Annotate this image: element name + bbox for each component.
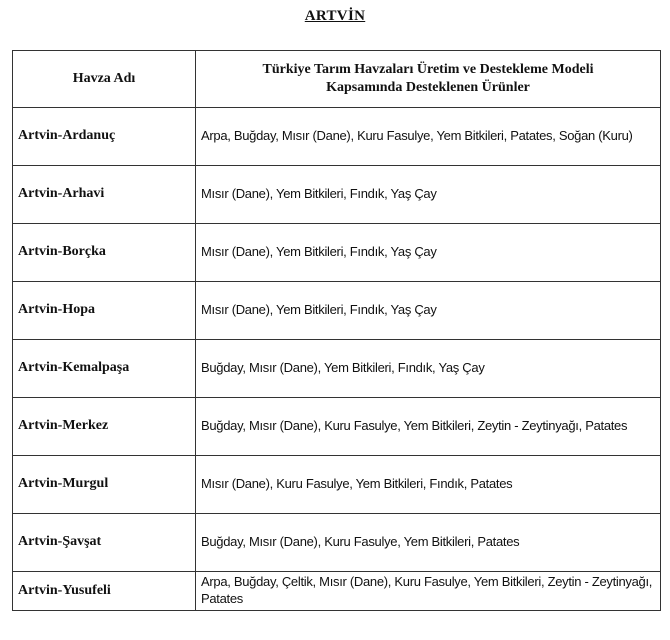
header-supported-products-line2: Kapsamında Desteklenen Ürünler bbox=[326, 80, 530, 95]
basin-name-cell: Artvin-Yusufeli bbox=[13, 572, 196, 611]
products-cell: Buğday, Mısır (Dane), Yem Bitkileri, Fındık, Yaş Çay bbox=[196, 340, 661, 398]
header-supported-products bbox=[196, 51, 661, 108]
products-cell: Arpa, Buğday, Mısır (Dane), Kuru Fasulye, Yem Bitkileri, Patates, Soğan (Kuru) bbox=[196, 108, 661, 166]
basin-name-cell: Artvin-Merkez bbox=[13, 398, 196, 456]
basin-name-cell: Artvin-Murgul bbox=[13, 456, 196, 514]
products-cell: Mısır (Dane), Yem Bitkileri, Fındık, Yaş Çay bbox=[196, 282, 661, 340]
table-row bbox=[13, 282, 661, 340]
table-row bbox=[13, 398, 661, 456]
table-row bbox=[13, 514, 661, 572]
basin-name-cell: Artvin-Hopa bbox=[13, 282, 196, 340]
table-header-row bbox=[13, 51, 661, 108]
table-row bbox=[13, 456, 661, 514]
basin-name-cell: Artvin-Kemalpaşa bbox=[13, 340, 196, 398]
products-cell: Buğday, Mısır (Dane), Kuru Fasulye, Yem Bitkileri, Zeytin - Zeytinyağı, Patates bbox=[196, 398, 661, 456]
table-row bbox=[13, 340, 661, 398]
header-supported-products-line1: Türkiye Tarım Havzaları Üretim ve Destekleme Modeli bbox=[262, 61, 594, 77]
table-row bbox=[13, 224, 661, 282]
products-cell: Mısır (Dane), Yem Bitkileri, Fındık, Yaş Çay bbox=[196, 166, 661, 224]
basin-name-cell: Artvin-Ardanuç bbox=[13, 108, 196, 166]
basin-name-cell: Artvin-Arhavi bbox=[13, 166, 196, 224]
header-basin-name: Havza Adı bbox=[13, 51, 196, 108]
document-title: ARTVİN bbox=[304, 8, 366, 24]
basin-name-cell: Artvin-Borçka bbox=[13, 224, 196, 282]
table-row bbox=[13, 572, 661, 611]
table-row bbox=[13, 108, 661, 166]
products-cell: Buğday, Mısır (Dane), Kuru Fasulye, Yem Bitkileri, Patates bbox=[196, 514, 661, 572]
products-cell: Mısır (Dane), Yem Bitkileri, Fındık, Yaş Çay bbox=[196, 224, 661, 282]
products-cell: Mısır (Dane), Kuru Fasulye, Yem Bitkileri, Fındık, Patates bbox=[196, 456, 661, 514]
basin-name-cell: Artvin-Şavşat bbox=[13, 514, 196, 572]
basin-products-table bbox=[12, 50, 661, 611]
table-row bbox=[13, 166, 661, 224]
products-cell: Arpa, Buğday, Çeltik, Mısır (Dane), Kuru Fasulye, Yem Bitkileri, Zeytin - Zeytinyağı, Patates bbox=[196, 572, 661, 611]
